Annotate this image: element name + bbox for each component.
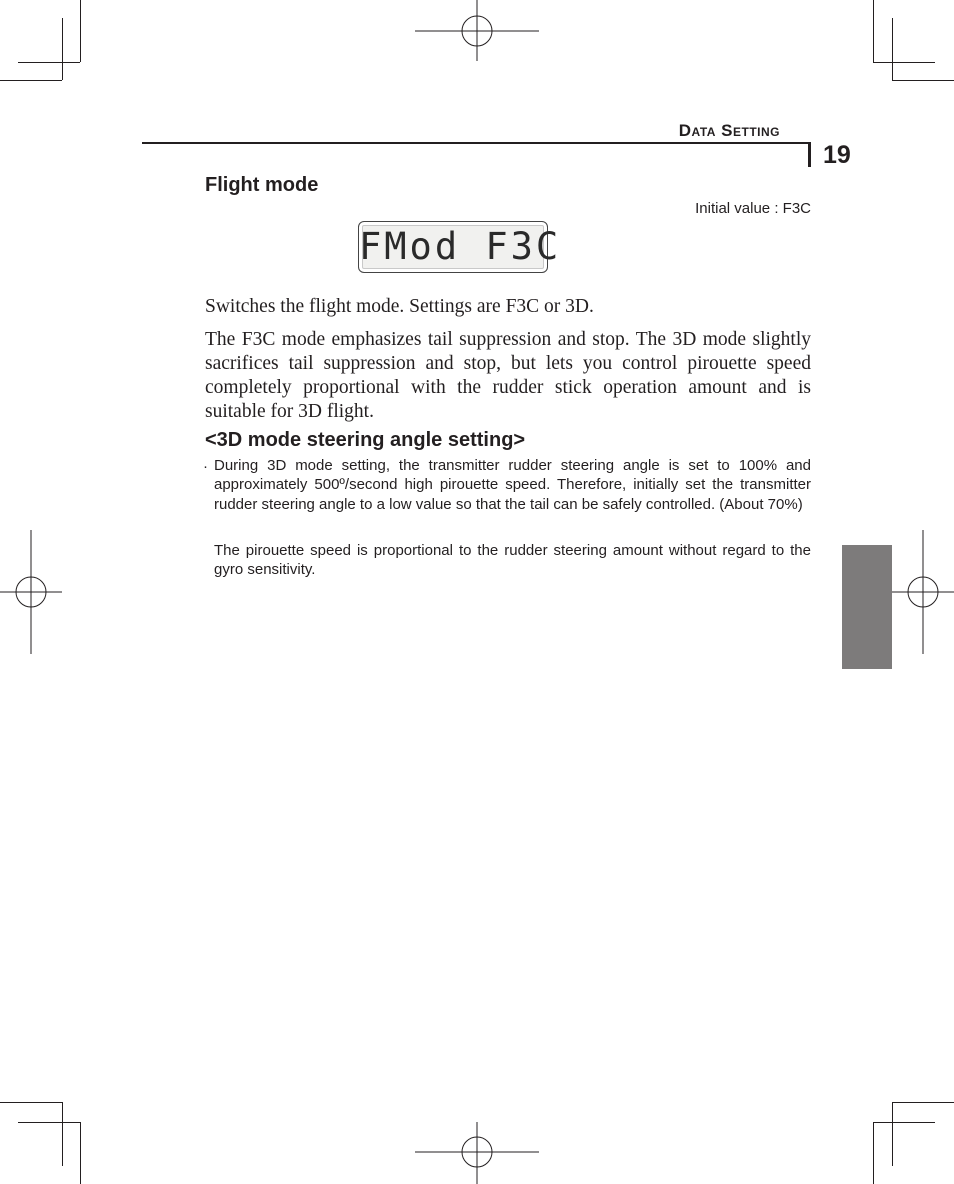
- flight-mode-heading: Flight mode: [205, 174, 319, 196]
- page-number-bar: [808, 142, 811, 167]
- lcd-display-text: FMod F3C: [359, 225, 562, 268]
- steering-note-1: During 3D mode setting, the transmitter rudder steering angle is set to 100% and approximately 500º/second high pirouette speed. Therefore, initially set the transmitter rudder steering angle to a low value so that the tail can be safely controlled. (About 70%): [214, 457, 811, 513]
- header-rule: [142, 142, 810, 144]
- section-title: Data Setting: [678, 121, 780, 140]
- initial-value: Initial value : F3C: [695, 200, 811, 217]
- steering-note-2: The pirouette speed is proportional to the rudder steering amount without regard to the gyro sensitivity.: [214, 542, 811, 579]
- bullet-mark: ·: [203, 458, 208, 475]
- thumb-tab: [842, 545, 892, 669]
- lcd-display: [358, 221, 562, 273]
- description-paragraph-1: Switches the flight mode. Settings are F3C or 3D.: [205, 296, 594, 317]
- steering-heading: <3D mode steering angle setting>: [205, 429, 526, 451]
- page-number: 19: [823, 141, 851, 169]
- description-paragraph-2: The F3C mode emphasizes tail suppression and stop. The 3D mode slightly sacrifices tail suppression and stop, but lets you control pirouette speed completely proportional with the rudder stick operation amount and is suitable for 3D flight.: [205, 329, 811, 422]
